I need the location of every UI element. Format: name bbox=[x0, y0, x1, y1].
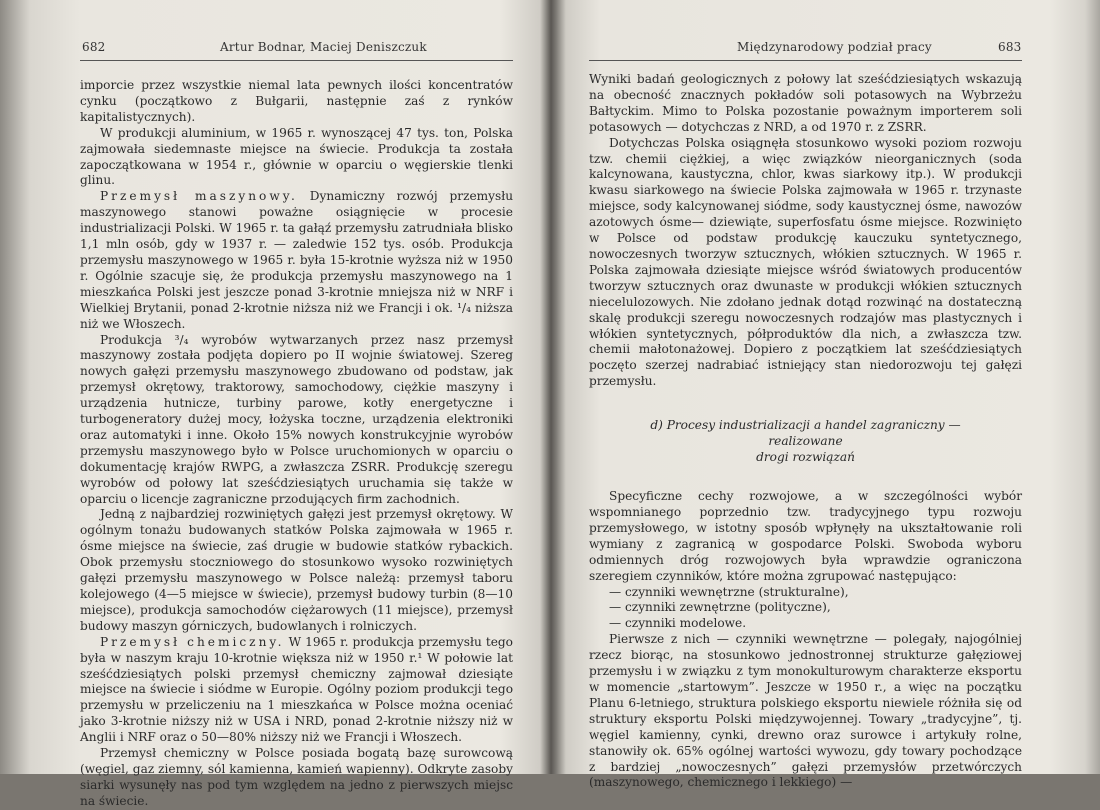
left-body-text bbox=[80, 78, 513, 810]
left-paragraph-5: Jedną z najbardziej rozwiniętych gałęzi jest przemysł okrętowy. W ogólnym tonażu budowanych statków Polska zajmowała w 1965 r. ósme miejsce na świecie, zaś drugie w budowie statków rybackich. Obok przemysłu stoczniowego do stosunkowo wysoko rozwiniętych gałęzi przemysłu maszynowego w Polsce należą: przemysł taboru kolejowego (4—5 miejsce w świecie), przemysł budowy turbin (8—10 miejsce), produkcja samochodów ciężarowych (11 miejsce), przemysł budowy maszyn górniczych, budowlanych i rolniczych. bbox=[80, 507, 513, 633]
list-item: — czynniki wewnętrzne (strukturalne), bbox=[609, 585, 1022, 601]
factor-list bbox=[589, 585, 1022, 633]
left-paragraph-7: Przemysł chemiczny w Polsce posiada bogatą bazę surowcową (węgiel, gaz ziemny, sól kamienna, kamień wapienny). Odkryte zasoby siarki wysunęły nas pod tym względem na jedno z pierwszych miejsc na świecie. bbox=[80, 746, 513, 808]
right-running-head: Międzynarodowy podział pracy bbox=[737, 40, 932, 54]
section-subheading: d) Procesy industrializacji a handel zagraniczny — realizowane drogi rozwiązań bbox=[650, 418, 961, 465]
right-paragraph-4: Pierwsze z nich — czynniki wewnętrzne — polegały, najogólniej rzecz biorąc, na stosunkowo jednostronnej strukturze gałęziowej przemysłu i w związku z tym monokulturowym charakterze eksportu w momencie „startowym”. Jeszcze w 1950 r., a więc na początku Planu 6-letniego, struktura polskiego eksportu niewiele różniła się od struktury eksportu Polski międzywojennej. Towary „tradycyjne”, tj. węgiel kamienny, cynki, drewno oraz surowce i artykuły rolne, stanowiły ok. 65% ogólnej wartości wywozu, gdy towary pochodzące z bardziej „nowoczesnych” gałęzi przemysłów przetwórczych (maszynowego, chemicznego i lekkiego) — bbox=[589, 632, 1022, 790]
right-page-number: 683 bbox=[998, 40, 1022, 54]
right-paragraph-3: Specyficzne cechy rozwojowe, a w szczególności wybór wspomnianego poprzednio tzw. tradycyjnego typu rozwoju przemysłowego, w istotny sposób wpłynęły na ukształtowanie roli wymiany z zagranicą w gospodarce Polski. Swoboda wyboru odmiennych dróg rozwojowych była wprawdzie ograniczona szeregiem czynników, które można zgrupować następująco: bbox=[589, 489, 1022, 583]
left-header-rule bbox=[80, 60, 513, 61]
left-running-head: Artur Bodnar, Maciej Deniszczuk bbox=[220, 40, 427, 54]
right-body-text bbox=[589, 72, 1022, 791]
list-item: — czynniki modelowe. bbox=[609, 616, 1022, 632]
left-paragraph-1: imporcie przez wszystkie niemal lata pewnych ilości koncentratów cynku (początkowo z Bułgarii, następnie zaś z rynków kapitalistycznych). bbox=[80, 78, 513, 124]
left-page-number: 682 bbox=[82, 40, 106, 54]
right-header-rule bbox=[589, 60, 1022, 61]
right-paragraph-2: Dotychczas Polska osiągnęła stosunkowo wysoki poziom rozwoju tzw. chemii ciężkiej, a więc związków nieorganicznych (soda kalcynowana, kaustyczna, chlor, kwas siarkowy itp.). W produkcji kwasu siarkowego na świecie Polska zajmowała w 1965 r. trzynaste miejsce, sody kalcynowanej siódme, sody kaustycznej ósme, nawozów azotowych ósme— dziewiąte, superfosfatu ósme miejsce. Rozwinięto w Polsce od podstaw produkcję kauczuku syntetycznego, nowoczesnych tworzyw sztucznych, włókien sztucznych. W 1965 r. Polska zajmowała dziesiąte miejsce wśród światowych producentów tworzyw sztucznych oraz dwunaste w produkcji włókien sztucznych niecelulozowych. Nie zdołano jednak dotąd rozwinąć na dostateczną skalę produkcji szeregu nowoczesnych rodzajów mas plastycznych i włókien syntetycznych, półproduktów dla nich, a zwłaszcza tzw. chemii małotonażowej. Dopiero z początkiem lat sześćdziesiątych poczęto szerzej nadrabiać istniejący stan niedorozwoju tej gałęzi przemysłu. bbox=[589, 135, 1022, 389]
left-paragraph-4: Produkcja ³/₄ wyrobów wytwarzanych przez nasz przemysł maszynowy została podjęta dopiero po II wojnie światowej. Szereg nowych gałęzi przemysłu maszynowego zbudowano od podstaw, jak przemysł okrętowy, traktorowy, samochodowy, ciężkie maszyny i urządzenia hutnicze, turbiny parowe, kotły energetyczne i turbogeneratory dużej mocy, łożyska toczne, urządzenia elektroniki oraz automatyki i inne. Około 15% nowych konstrukcyjnie wyrobów przemysłu maszynowego było w Polsce uruchomionych w oparciu o dokumentację krajów RWPG, a zwłaszcza ZSRR. Produkcję szeregu wyrobów od połowy lat sześćdziesiątych uruchamia się także w oparciu o licencje zagraniczne przodujących firm zachodnich. bbox=[80, 332, 513, 506]
section-lead-chemical: Przemysł chemiczny. bbox=[100, 634, 285, 649]
left-paragraph-3: Przemysł maszynowy. Dynamiczny rozwój przemysłu maszynowego stanowi poważne osiągnięcie w procesie industrializacji Polski. W 1965 r. ta gałąź przemysłu zatrudniała blisko 1,1 mln osób, gdy w 1937 r. — zaledwie 152 tys. osób. Produkcja przemysłu maszynowego w 1965 r. była 15-krotnie wyższa niż w 1950 r. Ogólnie szacuje się, że produkcja przemysłu maszynowego na 1 mieszkańca Polski jest jeszcze ponad 3-krotnie mniejsza niż w NRF i Wielkiej Brytanii, ponad 2-krotnie niższa niż we Francji i ok. ¹/₄ niższa niż we Włoszech. bbox=[80, 189, 514, 331]
left-paragraph-6: Przemysł chemiczny. W 1965 r. produkcja przemysłu tego była w naszym kraju 10-krotnie większa niż w 1950 r.¹ W połowie lat sześćdziesiątych polski przemysł chemiczny zajmował dziesiąte miejsce na świecie i siódme w Europie. Ogólny poziom produkcji tego przemysłu w przeliczeniu na 1 mieszkańca w Polsce można oceniać jako 3-krotnie niższy niż w USA i NRD, ponad 2-krotnie niższy niż w Anglii i NRF oraz o 50—80% niższy niż we Francji i Włoszech. bbox=[80, 634, 513, 745]
left-paragraph-2: W produkcji aluminium, w 1965 r. wynoszącej 47 tys. ton, Polska zajmowała siedemnaste miejsce na świecie. Produkcja ta została zapoczątkowana w 1954 r., głównie w oparciu o węgierskie tlenki glinu. bbox=[80, 125, 513, 188]
list-item: — czynniki zewnętrzne (polityczne), bbox=[609, 600, 1022, 616]
section-lead-machine: Przemysł maszynowy. bbox=[100, 189, 298, 204]
left-page bbox=[0, 0, 548, 808]
right-paragraph-1: Wyniki badań geologicznych z połowy lat sześćdziesiątych wskazują na obecność znacznych pokładów soli potasowych na Wybrzeżu Bałtyckim. Mimo to Polska pozostanie poważnym importerem soli potasowych — dotychczas z NRD, a od 1970 r. z ZSRR. bbox=[589, 72, 1022, 134]
